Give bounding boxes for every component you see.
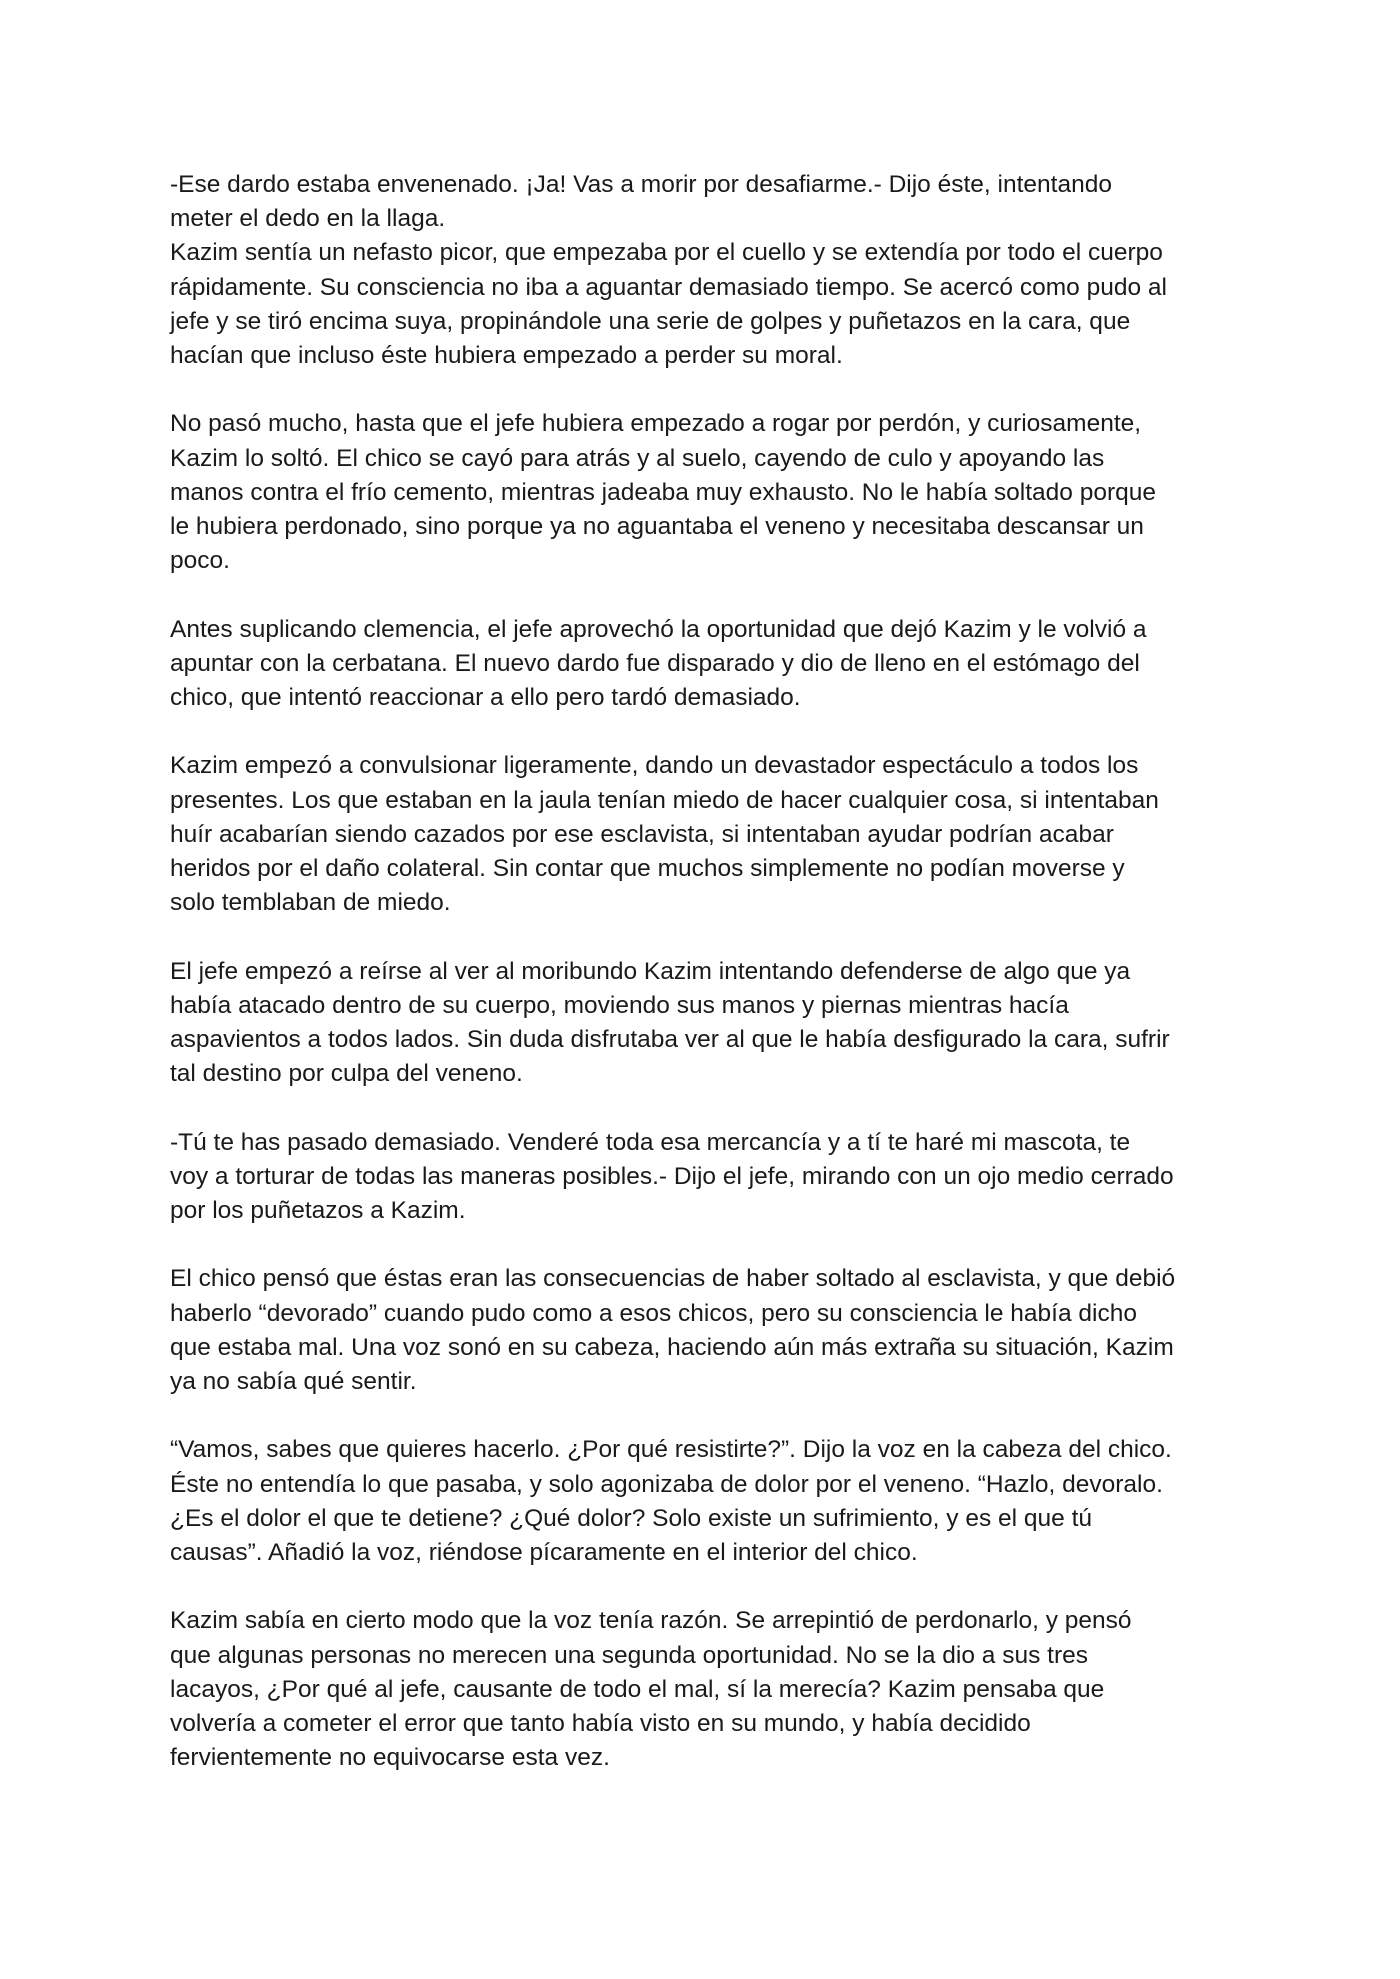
text-line: Kazim lo soltó. El chico se cayó para atrás y al suelo, cayendo de culo y apoyando las (170, 444, 1105, 472)
text-line: Kazim sabía en cierto modo que la voz tenía razón. Se arrepintió de perdonarlo, y pensó (170, 1607, 1132, 1635)
text-line: ¿Es el dolor el que te detiene? ¿Qué dolor? Solo existe un sufrimiento, y es el que tú (170, 1504, 1093, 1532)
text-line: rápidamente. Su consciencia no iba a aguantar demasiado tiempo. Se acercó como pudo al (170, 273, 1167, 301)
text-line: -Tú te has pasado demasiado. Venderé toda esa mercancía y a tí te haré mi mascota, te (170, 1128, 1131, 1156)
text-line: huír acabarían siendo cazados por ese esclavista, si intentaban ayudar podrían acabar (170, 820, 1114, 848)
text-line: le hubiera perdonado, sino porque ya no aguantaba el veneno y necesitaba descansar un (170, 513, 1144, 541)
text-line: Kazim sentía un nefasto picor, que empezaba por el cuello y se extendía por todo el cuerpo (170, 239, 1163, 267)
paragraph (170, 168, 1240, 373)
text-line: por los puñetazos a Kazim. (170, 1197, 466, 1225)
text-line: había atacado dentro de su cuerpo, moviendo sus manos y piernas mientras hacía (170, 991, 1069, 1019)
text-line: apuntar con la cerbatana. El nuevo dardo fue disparado y dio de lleno en el estómago del (170, 649, 1140, 677)
text-line: volvería a cometer el error que tanto había visto en su mundo, y había decidido (170, 1710, 1031, 1738)
text-line: poco. (170, 547, 230, 575)
paragraph (170, 1433, 1240, 1570)
text-line: Antes suplicando clemencia, el jefe aprovechó la oportunidad que dejó Kazim y le volvió a (170, 615, 1147, 643)
text-line: ya no sabía qué sentir. (170, 1368, 417, 1396)
paragraph (170, 1604, 1240, 1775)
paragraph (170, 407, 1240, 578)
text-line: aspavientos a todos lados. Sin duda disfrutaba ver al que le había desfigurado la cara, sufrir (170, 1026, 1170, 1054)
paragraph (170, 749, 1240, 920)
paragraph (170, 1262, 1240, 1399)
text-line: que estaba mal. Una voz sonó en su cabeza, haciendo aún más extraña su situación, Kazim (170, 1333, 1174, 1361)
text-line: manos contra el frío cemento, mientras jadeaba muy exhausto. No le había soltado porque (170, 478, 1157, 506)
text-line: meter el dedo en la llaga. (170, 205, 446, 233)
text-line: Kazim empezó a convulsionar ligeramente, dando un devastador espectáculo a todos los (170, 752, 1139, 780)
text-line: chico, que intentó reaccionar a ello pero tardó demasiado. (170, 684, 801, 712)
text-line: No pasó mucho, hasta que el jefe hubiera empezado a rogar por perdón, y curiosamente, (170, 410, 1142, 438)
text-line: solo temblaban de miedo. (170, 889, 451, 917)
text-line: voy a torturar de todas las maneras posibles.- Dijo el jefe, mirando con un ojo medio cerrado (170, 1162, 1174, 1190)
paragraph (170, 613, 1240, 716)
text-line: tal destino por culpa del veneno. (170, 1060, 523, 1088)
paragraph (170, 955, 1240, 1092)
text-line: lacayos, ¿Por qué al jefe, causante de todo el mal, sí la merecía? Kazim pensaba que (170, 1675, 1105, 1703)
text-line: haberlo “devorado” cuando pudo como a esos chicos, pero su consciencia le había dicho (170, 1299, 1137, 1327)
text-line: El jefe empezó a reírse al ver al moribundo Kazim intentando defenderse de algo que ya (170, 957, 1131, 985)
text-line: fervientemente no equivocarse esta vez. (170, 1744, 610, 1772)
text-line: jefe y se tiró encima suya, propinándole una serie de golpes y puñetazos en la cara, que (170, 307, 1131, 335)
document-body (170, 168, 1240, 1810)
text-line: heridos por el daño colateral. Sin contar que muchos simplemente no podían moverse y (170, 855, 1125, 883)
text-line: que algunas personas no merecen una segunda oportunidad. No se la dio a sus tres (170, 1641, 1089, 1669)
text-line: causas”. Añadió la voz, riéndose pícaramente en el interior del chico. (170, 1539, 918, 1567)
text-line: hacían que incluso éste hubiera empezado a perder su moral. (170, 342, 843, 370)
text-line: presentes. Los que estaban en la jaula tenían miedo de hacer cualquier cosa, si intentaban (170, 786, 1159, 814)
text-line: Éste no entendía lo que pasaba, y solo agonizaba de dolor por el veneno. “Hazlo, devoralo. (170, 1470, 1163, 1498)
paragraph (170, 1126, 1240, 1229)
text-line: -Ese dardo estaba envenenado. ¡Ja! Vas a morir por desafiarme.- Dijo éste, intentando (170, 171, 1112, 198)
text-line: El chico pensó que éstas eran las consecuencias de haber soltado al esclavista, y que debió (170, 1265, 1176, 1293)
text-line: “Vamos, sabes que quieres hacerlo. ¿Por qué resistirte?”. Dijo la voz en la cabeza del chico. (170, 1436, 1172, 1464)
